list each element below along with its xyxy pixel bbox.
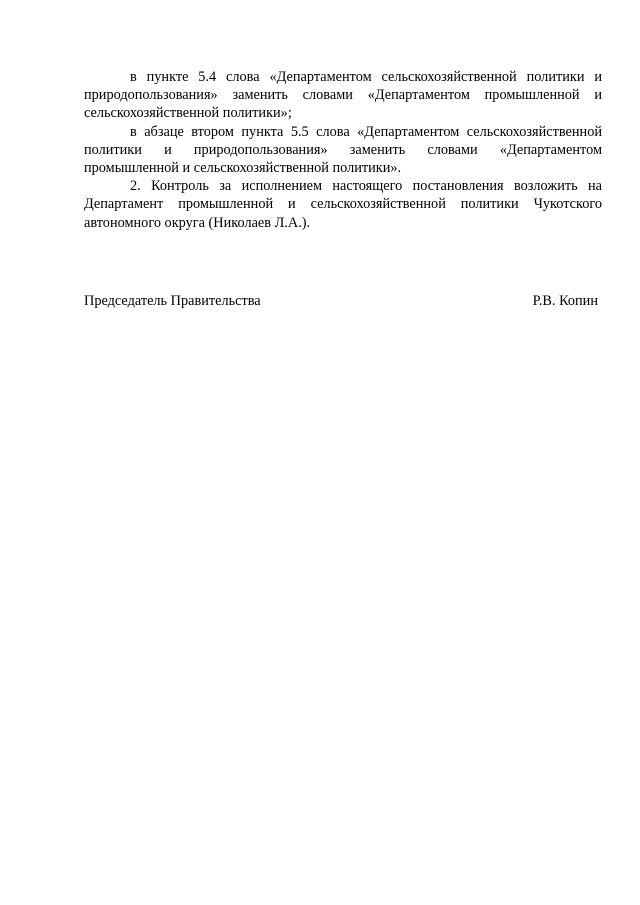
paragraph-clause-5-5: в абзаце втором пункта 5.5 слова «Департаментом сельскохозяйственной политики и природопользования» заменить словами «Департаментом промышленной и сельскохозяйственной политики».: [84, 123, 602, 177]
document-body: [84, 68, 602, 232]
signatory-position: Председатель Правительства: [84, 293, 261, 309]
signature-block: [84, 292, 598, 310]
paragraph-clause-5-4: в пункте 5.4 слова «Департаментом сельскохозяйственной политики и природопользования» заменить словами «Департаментом промышленной и сельскохозяйственной политики»;: [84, 69, 602, 122]
signatory-name: Р.В. Копин: [532, 293, 598, 309]
paragraph-control-clause: 2. Контроль за исполнением настоящего постановления возложить на Департамент промышленной и сельскохозяйственной политики Чукотского автономного округа (Николаев Л.А.).: [84, 178, 602, 231]
